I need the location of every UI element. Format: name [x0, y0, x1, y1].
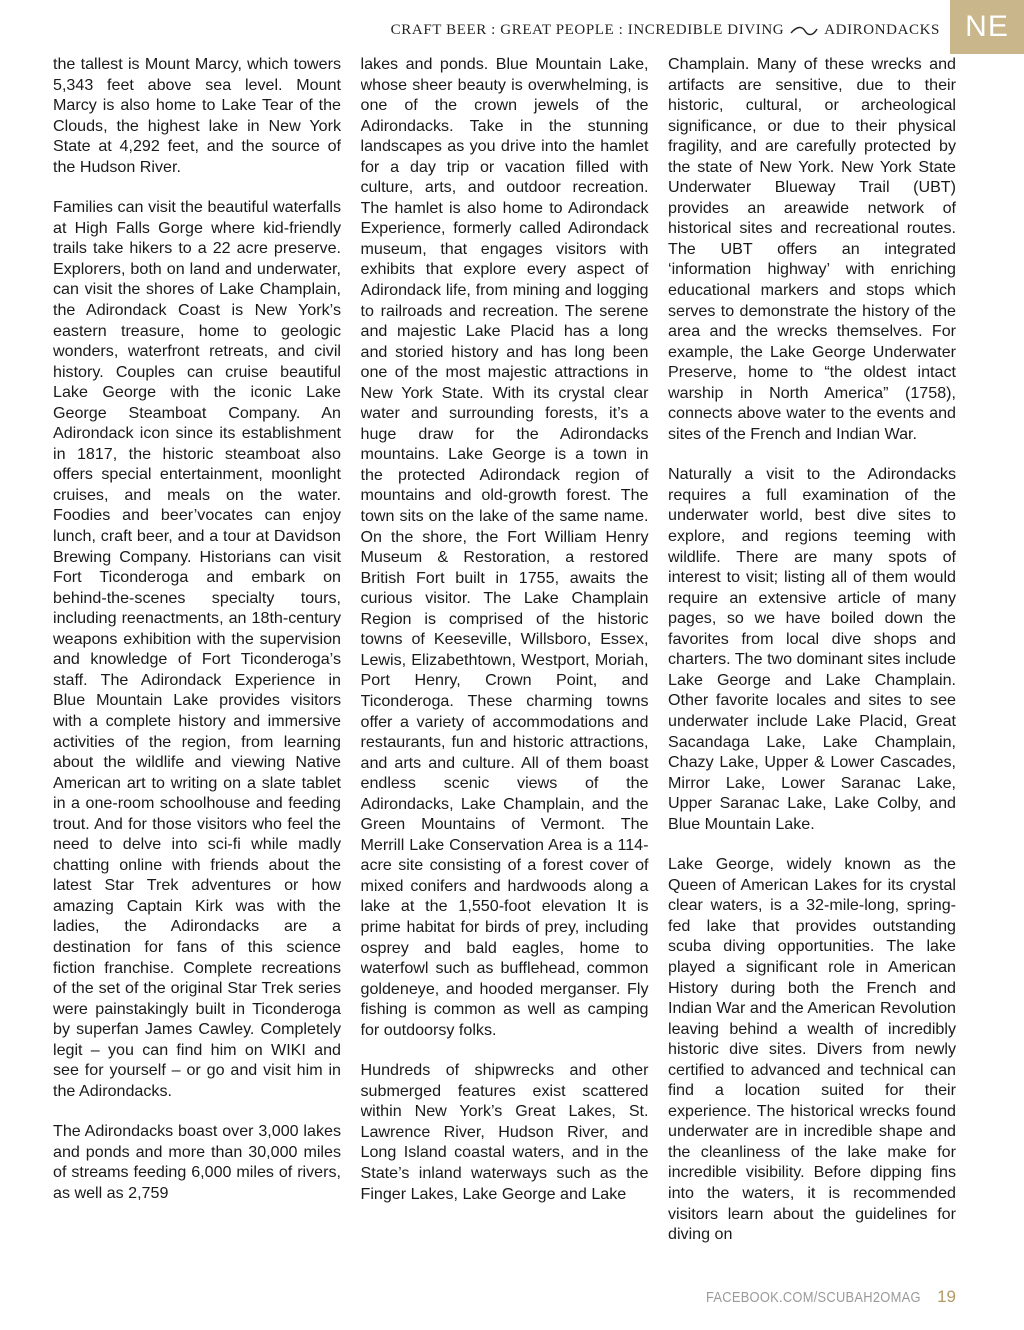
article-body — [53, 54, 956, 1280]
paragraph: lakes and ponds. Blue Mountain Lake, whose sheer beauty is overwhelming, is one of the crown jewels of the Adirondacks. Take in the stunning landscapes as you drive into the hamlet for a day trip or vacation filled with culture, arts, and outdoor recreation. The hamlet is also home to Adirondack Experience, formerly called Adirondack museum, that engages visitors with exhibits that explore every aspect of Adirondack life, from mining and logging to railroads and recreation. The serene and majestic Lake Placid has a long and storied history and has long been one of the most majestic attractions in New York State. With its crystal clear water and surrounding forests, it’s a huge draw for the Adirondacks mountains. Lake George is a town in the protected Adirondack region of mountains and old-growth forest. The town sits on the lake of the same name. On the shore, the Fort William Henry Museum & Restoration, a restored British Fort built in 1755, awaits the curious visitor. The Lake Champlain Region is comprised of the historic towns of Keeseville, Willsboro, Essex, Lewis, Elizabethtown, Westport, Moriah, Port Henry, Crown Point, and Ticonderoga. These charming towns offer a variety of accommodations and restaurants, fun and historic attractions, and arts and culture. All of them boast endless scenic views of the Adirondacks, Lake Champlain, and the Green Mountains of Vermont. The Merrill Lake Conservation Area is a 114-acre site consisting of a forest cover of mixed conifers and hardwoods along a lake at the 1,550-foot elevation It is prime habitat for birds of prey, including osprey and bald eagles, home to waterfowl such as bufflehead, common goldeneye, and hooded merganser. Fly fishing is common as well as camping for outdoorsy folks. — [360, 55, 649, 1039]
paragraph: Hundreds of shipwrecks and other submerged features exist scattered within New York’s Great Lakes, St. Lawrence River, Hudson River, and Long Island coastal waters, and in the State’s inland waterways such as the Finger Lakes, Lake George and Lake — [360, 1061, 649, 1203]
article-column-3 — [668, 54, 956, 1280]
paragraph: Families can visit the beautiful waterfalls at High Falls Gorge where kid-friendly trails take hikers to a 22 acre preserve. Explorers, both on land and underwater, can visit the shores of Lake Champlain, the Adirondack Coast is New York’s eastern treasure, home to geologic wonders, waterfront retreats, and civil history. Couples can cruise beautiful Lake George with the iconic Lake George Steamboat Company. An Adirondack icon since its establishment in 1817, the historic steamboat also offers special entertainment, moonlight cruises, and meals on the water. Foodies and beer’vocates can enjoy lunch, craft beer, and a tour at Davidson Brewing Company. Historians can visit Fort Ticonderoga and embark on behind-the-scenes specialty tours, including reenactments, an 18th-century weapons exhibition with the supervision and knowledge of Fort Ticonderoga’s staff. The Adirondack Experience in Blue Mountain Lake provides visitors with a complete history and immersive activities of the region, from learning about the wildlife and viewing Native American art to writing on a slate tablet in a one-room schoolhouse and feeding trout. And for those visitors who feel the need to delve into sci-fi while madly chatting online with friends about the latest Star Trek adventures or how amazing Captain Kirk was with the ladies, the Adirondacks are a destination for fans of this science fiction franchise. Complete recreations of the set of the original Star Trek series were painstakingly built in Ticonderoga by superfan James Cawley. Completely legit – you can find him on WIKI and see for yourself – or go and visit him in the Adirondacks. — [53, 198, 341, 1100]
running-title-right: ADIRONDACKS — [824, 22, 940, 38]
paragraph: Champlain. Many of these wrecks and artifacts are sensitive, due to their historic, cultural, or archeological significance, or due to their physical fragility, and are carefully protected by the state of New York. New York State Underwater Blueway Trail (UBT) provides an areawide network of historical sites and recreational routes. The UBT offers an integrated ‘information highway’ with enriching educational markers and stops which serves to demonstrate the history of the area and the wrecks themselves. For example, the Lake George Underwater Preserve, home to “the oldest intact warship in North America” (1758), connects above water to the events and sites of the French and Indian War. — [668, 55, 956, 443]
region-tab: NE — [950, 0, 1024, 54]
paragraph: Naturally a visit to the Adirondacks requires a full examination of the underwater world, best dive sites to explore, and regions teeming with wildlife. There are many spots of interest to visit; listing all of them would require an extensive article of many pages, so we have boiled down the favorites from local dive shops and charters. The two dominant sites include Lake George and Lake Champlain. Other favorite locales and sites to see underwater include Lake Placid, Great Sacandaga Lake, Lake Champlain, Chazy Lake, Upper & Lower Cascades, Mirror Lake, Lower Saranac Lake, Upper Saranac Lake, Lake Colby, and Blue Mountain Lake. — [668, 465, 956, 833]
page-footer — [671, 1287, 956, 1307]
running-title-left: CRAFT BEER : GREAT PEOPLE : INCREDIBLE DIVING — [390, 22, 785, 38]
article-column-2 — [361, 54, 649, 1280]
paragraph: the tallest is Mount Marcy, which towers 5,343 feet above sea level. Mount Marcy is also home to Lake Tear of the Clouds, the highest lake in New York State at 4,292 feet, and the source of the Hudson River. — [53, 55, 341, 176]
page-header — [0, 0, 1024, 54]
page-number: 19 — [937, 1287, 956, 1306]
article-column-1 — [53, 54, 341, 1280]
paragraph: Lake George, widely known as the Queen of American Lakes for its crystal clear waters, is a 32-mile-long, spring-fed lake that provides outstanding scuba diving opportunities. The lake played a significant role in American History during both the French and Indian War and the American Revolution leaving behind a wealth of incredibly historic dive sites. Divers from newly certified to advanced and technical can find a location suited for their experience. The historical wrecks found underwater are in incredible shape and the cleanliness of the lake make for incredible visibility. Before dipping fins into the waters, it is recommended visitors learn about the guidelines for diving on — [668, 855, 956, 1244]
paragraph: The Adirondacks boast over 3,000 lakes and ponds and more than 30,000 miles of streams feeding 6,000 miles of rivers, as well as 2,759 — [53, 1122, 341, 1202]
footer-url-link[interactable]: FACEBOOK.COM/SCUBAH2OMAG — [706, 1289, 922, 1306]
swoosh-icon — [790, 25, 818, 37]
running-title — [391, 22, 940, 39]
